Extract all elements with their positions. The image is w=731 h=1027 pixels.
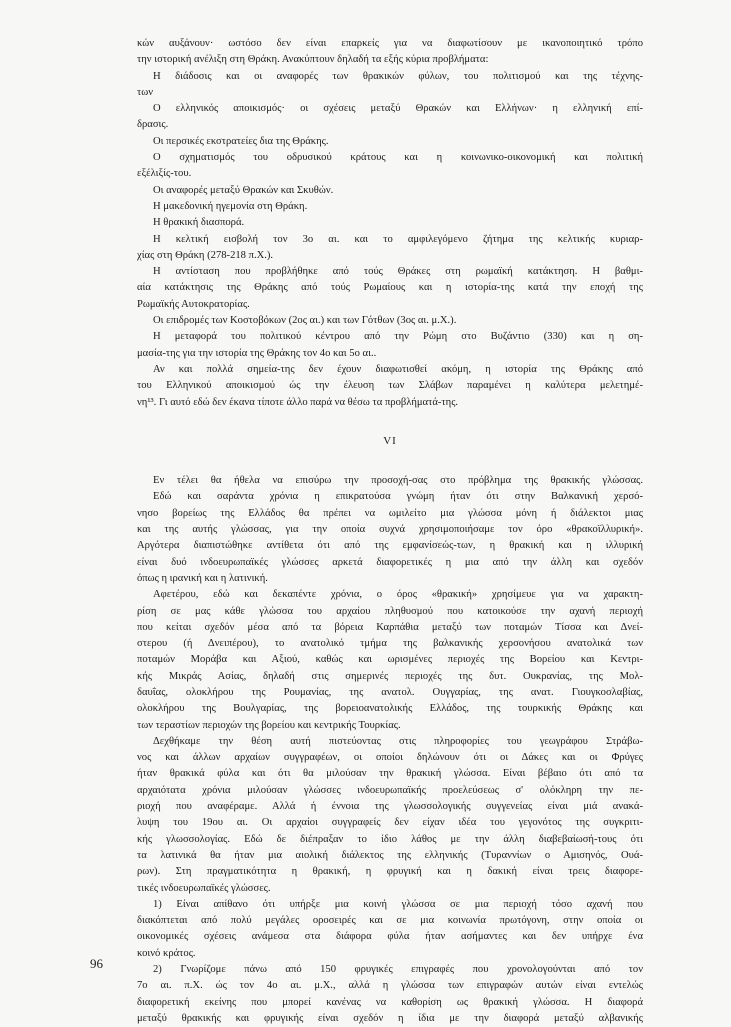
- text-line: μασία-της για την ιστορία της Θράκης τον 4ο και 5ο αι..: [137, 347, 377, 359]
- text-line: κών αυξάνουν· ωστόσο δεν είναι επαρκείς για να διαφωτίσουν με ικανοποιητικό τρόπο: [137, 38, 643, 49]
- chapter-heading: VI: [383, 434, 397, 447]
- text-line: Οι περσικές εκστρατείες δια της Θράκης.: [153, 135, 329, 147]
- text-line: 2) Γνωρίζομε πάνω από 150 φρυγικές επιγραφές που χρονολογούνται από τον: [153, 964, 643, 976]
- text-line: Ο σχηματισμός του οδρυσικού κράτους και η κοινωνικο-οικονομική και πολιτική: [153, 152, 643, 164]
- text-line: χίας στη Θράκη (278-218 π.Χ.).: [137, 249, 274, 261]
- text-line: ρίση σε μας κάθε γλώσσα του αρχαίου πληθυσμού που κατοικούσε την αχανή περιοχή: [137, 605, 643, 617]
- text-line: είναι δυό ινδοευρωπαϊκές γλώσσες αρκετά διαφορετικές η μια από την άλλη και σχεδόν: [137, 556, 643, 568]
- text-line: Οι επιδρομές των Κοστοβόκων (2ος αι.) και των Γότθων (3ος αι. μ.Χ.).: [153, 315, 457, 327]
- text-line: Ρωμαϊκής Αυτοκρατορίας.: [137, 298, 250, 310]
- text-line: ολοκλήρου της Βουλγαρίας, της βορειοανατολικής Ελλάδος, της τουρκικής Θράκης και: [137, 703, 643, 715]
- text-line: στερου (ή Δνειπέρου), το ανατολικό τμήμα της βαλκανικής χερσονήσου ανατολικά των: [137, 638, 643, 650]
- text-line: οικονομικές σχέσεις ανάμεσα στα διάφορα φύλα ήταν ασήμαντες και δεν υπήρχε ένα: [137, 931, 643, 943]
- text-line: του Ελληνικού αποικισμού ώς την έλευση των Σλάβων παραμένει η καλύτερα μελετημέ-: [137, 380, 643, 392]
- text-line: ποταμών Μοράβα και Αξιού, καθώς και ωρισμένες περιοχές της Βορείου και Κεντρι-: [137, 654, 643, 666]
- text-block-language: [137, 473, 643, 1027]
- text-line: τα λατινικά θα ήταν μια αιολική διάλεκτος της ελληνικής (Τυραννίων ο Αμισηνός, Ουά-: [137, 849, 643, 861]
- text-line: Η κελτική εισβολή τον 3ο αι. και το αμφιλεγόμενο ζήτημα της κελτικής κυριαρ-: [153, 233, 643, 245]
- text-line: δρασις.: [137, 119, 169, 131]
- text-line: Η μεταφορά του πολιτικού κέντρου από την Ρώμη στο Βυζάντιο (330) και η ση-: [153, 331, 643, 343]
- text-line: Δεχθήκαμε την θέση αυτή πιστεύοντας στις πληροφορίες του γεωγράφου Στράβω-: [153, 735, 643, 747]
- page-number: 96: [90, 956, 103, 971]
- text-line: των τεραστίων περιοχών της βορείου και κεντρικής Τουρκίας.: [137, 719, 401, 731]
- text-line: νος και άλλων αρχαίων συγγραφέων, οι οποίοι δηλώνουν ότι οι Δάκες και οι Φρύγες: [137, 752, 643, 764]
- page-body: [137, 36, 643, 1027]
- text-line: Η αντίσταση που προβλήθηκε από τούς Θράκες στη ρωμαϊκή κατάκτηση. Η βαθμι-: [153, 266, 643, 278]
- text-line: μεταξύ θρακικής και φρυγικής είναι σχεδόν η ίδια με την διαφορά μεταξύ αλβανικής: [137, 1012, 643, 1024]
- text-line: Η μακεδονική ηγεμονία στη Θράκη.: [153, 200, 308, 212]
- text-line: Η θρακική διασπορά.: [153, 217, 245, 229]
- text-line: Αργότερα διαπιστώθηκε αντίθετα ότι από της εμφανίσεώς-των, η θρακική και η ιλλυρική: [137, 540, 643, 552]
- text-line: Η διάδοσις και οι αναφορές των θρακικών φύλων, του πολιτισμού και της τέχνης-: [153, 70, 643, 82]
- text-line: κοινό κράτος.: [137, 947, 196, 959]
- text-line: εξέλιξίς-του.: [137, 168, 192, 180]
- text-line: διακόπτεται από πολύ μεγάλες οροσειρές και σε μια κοινωνία πρωτόγονη, στην οποία οι: [137, 915, 643, 927]
- text-line: νησο βορείως της Ελλάδος θα πρέπει να ωμιλείτο μια γλώσσα μόνη ή διάλεκτοι μιας: [137, 507, 643, 519]
- text-line: την ιστορική ανέλιξη στη Θράκη. Ανακύπτουν δηλαδή τα εξής κύρια προβλήματα:: [137, 54, 489, 66]
- text-line: ήταν θρακικά φύλα και ότι θα μιλούσαν την θρακική γλώσσα. Είναι βέβαιο ότι από τα: [137, 768, 643, 780]
- text-line: αία κατάκτησις της Θράκης από τούς Ρωμαίους και η ιστορία-της κατά την εποχή της: [137, 282, 643, 294]
- text-line: ριοχή που αναφέραμε. Αλλά ή έννοια της γλωσσολογικής συγγενείας είναι μιά ανακά-: [137, 801, 643, 813]
- text-line: τικές ινδοευρωπαϊκές γλώσσες.: [137, 882, 271, 894]
- text-line: που κείται σχεδόν μέσα από τα βόρεια Καρπάθια μεταξύ των ποταμών Τίσσα και Δνεί-: [137, 621, 643, 633]
- text-line: αρχαιότατα χρόνια μιλούσαν γλώσσες ινδοευρωπαϊκής προελεύσεως σ' ολόκληρη την πε-: [137, 784, 643, 796]
- text-line: λυψη του 19ου αι. Οι αρχαίοι συγγραφείς δεν είχαν ιδέα του γεγονότος της συγκριτι-: [137, 817, 643, 829]
- text-line: διαφορετική εκείνης που μπορεί κανένας να καθορίση ως θρακική γλώσσα. Η διαφορά: [137, 996, 643, 1008]
- text-line: 7ο αι. π.Χ. ώς τον 4ο αι. μ.Χ., αλλά η γλώσσα των επιγραφών αυτών είναι εντελώς: [137, 980, 643, 992]
- text-line: και της αυτής γλώσσας, για την οποία συχνά χρησιμοποιήσαμε τον όρο «θρακοϊλλυρική».: [137, 524, 643, 536]
- text-line: νη¹³. Γι αυτό εδώ δεν έκανα τίποτε άλλο παρά να θέσω τα προβλήματά-της.: [137, 396, 459, 408]
- text-line: Εδώ και σαράντα χρόνια η επικρατούσα γνώμη ήταν ότι στην Βαλκανική χερσό-: [153, 491, 643, 503]
- text-line: Ο ελληνικός αποικισμός· οι σχέσεις μεταξύ Θρακών και Ελλήνων· η ελληνική επί-: [153, 103, 643, 115]
- text-line: κής γλωσσολογίας. Εδώ δε διέπραξαν το ίδιο λάθος με την άλλη διαβεβαίωσή-τους ότι: [137, 833, 643, 845]
- text-line: των: [137, 86, 154, 98]
- text-line: Οι αναφορές μεταξύ Θρακών και Σκυθών.: [153, 184, 334, 196]
- text-line: ρων). Στη πραγματικότητα η θρακική, η φρυγική και η δακική είναι τρεις διαφορε-: [137, 866, 643, 878]
- text-line: 1) Είναι απίθανο ότι υπήρξε μια κοινή γλώσσα σε μια περιοχή τόσο αχανή που: [153, 898, 643, 910]
- text-line: όπως η ιρανική και η λατινική.: [137, 572, 268, 584]
- text-line: δαυΐας, ολοκλήρου της Ρουμανίας, της ανατολ. Ουγγαρίας, της ανατ. Γιουγκοσλαβίας,: [137, 686, 643, 698]
- text-line: Εν τέλει θα ήθελα να επισύρω την προσοχή-σας στο πρόβλημα της θρακικής γλώσσας.: [153, 475, 643, 487]
- text-line: κής Μικράς Ασίας, δηλαδή στις σημερινές περιοχές της δυτ. Ουκρανίας, της Μολ-: [137, 670, 643, 682]
- text-block-problems: [137, 36, 643, 411]
- text-line: Αφετέρου, εδώ και δεκαπέντε χρόνια, ο όρος «θρακική» χρησίμευε για να χαρακτη-: [153, 589, 643, 601]
- text-line: Αν και πολλά σημεία-της δεν έχουν διαφωτισθεί ακόμη, η ιστορία της Θράκης από: [153, 363, 643, 375]
